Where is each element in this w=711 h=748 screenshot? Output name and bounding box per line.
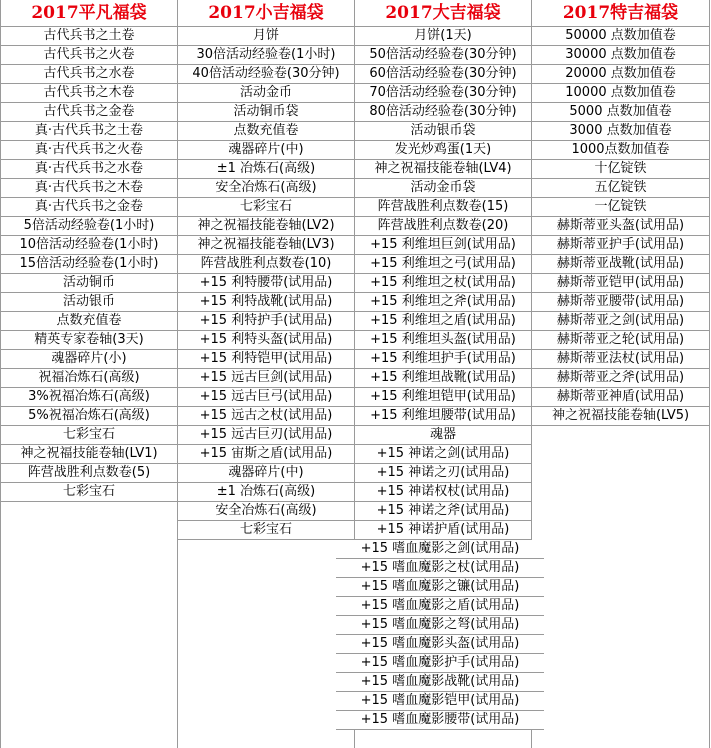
item-cell: +15 利维坦之斧(试用品)	[355, 293, 531, 312]
item-cell: 月饼	[178, 27, 354, 46]
item-cell: 安全冶炼石(高级)	[178, 179, 354, 198]
item-cell: 15倍活动经验卷(1小时)	[1, 255, 177, 274]
overflow-item: +15 嗜血魔影之盾(试用品)	[336, 597, 544, 615]
item-cell: 70倍活动经验卷(30分钟)	[355, 84, 531, 103]
item-cell: +15 远古之杖(试用品)	[178, 407, 354, 426]
item-cell: 活动铜币	[1, 274, 177, 293]
item-cell: +15 远古巨弓(试用品)	[178, 388, 354, 407]
item-cell: 神之祝福技能卷轴(LV2)	[178, 217, 354, 236]
item-cell: 祝福冶炼石(高级)	[1, 369, 177, 388]
overflow-item: +15 嗜血魔影之镰(试用品)	[336, 578, 544, 596]
item-cell: +15 利特头盔(试用品)	[178, 331, 354, 350]
item-cell: +15 利维坦之盾(试用品)	[355, 312, 531, 331]
item-cell: +15 利维坦头盔(试用品)	[355, 331, 531, 350]
item-cell: +15 利特铠甲(试用品)	[178, 350, 354, 369]
item-cell: 20000 点数加值卷	[532, 65, 709, 84]
item-cell: 10倍活动经验卷(1小时)	[1, 236, 177, 255]
item-cell: 真·古代兵书之金卷	[1, 198, 177, 217]
item-cell: +15 利维坦战靴(试用品)	[355, 369, 531, 388]
item-cell: 60倍活动经验卷(30分钟)	[355, 65, 531, 84]
item-cell: +15 利特腰带(试用品)	[178, 274, 354, 293]
item-cell: +15 利特战靴(试用品)	[178, 293, 354, 312]
overflow-item: +15 嗜血魔影护手(试用品)	[336, 654, 544, 672]
overflow-item: +15 嗜血魔影战靴(试用品)	[336, 673, 544, 691]
item-cell: 真·古代兵书之火卷	[1, 141, 177, 160]
item-cell: 40倍活动经验卷(30分钟)	[178, 65, 354, 84]
column-ordinary-bag	[0, 0, 177, 748]
item-cell: 魂器	[355, 426, 531, 445]
item-cell: 赫斯蒂亚之斧(试用品)	[532, 369, 709, 388]
item-cell: 七彩宝石	[1, 483, 177, 502]
item-cell: 发光炒鸡蛋(1天)	[355, 141, 531, 160]
row-divider	[336, 729, 544, 730]
item-cell: 真·古代兵书之木卷	[1, 179, 177, 198]
item-cell: 点数充值卷	[178, 122, 354, 141]
overflow-item: +15 嗜血魔影头盔(试用品)	[336, 635, 544, 653]
item-cell: 1000点数加值卷	[532, 141, 709, 160]
item-cell: 赫斯蒂亚之轮(试用品)	[532, 331, 709, 350]
overflow-item: +15 嗜血魔影之弩(试用品)	[336, 616, 544, 634]
item-cell: 赫斯蒂亚头盔(试用品)	[532, 217, 709, 236]
item-cell: 五亿锭铁	[532, 179, 709, 198]
item-cell: 真·古代兵书之土卷	[1, 122, 177, 141]
item-cell: 活动金币	[178, 84, 354, 103]
item-cell: ±1 冶炼石(高级)	[178, 483, 354, 502]
item-cell: 古代兵书之木卷	[1, 84, 177, 103]
item-cell: 点数充值卷	[1, 312, 177, 331]
item-cell: +15 远古巨刃(试用品)	[178, 426, 354, 445]
item-cell: 古代兵书之金卷	[1, 103, 177, 122]
item-cell: +15 利特护手(试用品)	[178, 312, 354, 331]
item-cell: 赫斯蒂亚铠甲(试用品)	[532, 274, 709, 293]
item-cell: 阵营战胜利点数卷(20)	[355, 217, 531, 236]
item-cell: 赫斯蒂亚法杖(试用品)	[532, 350, 709, 369]
item-cell: 5000 点数加值卷	[532, 103, 709, 122]
overflow-item: +15 嗜血魔影腰带(试用品)	[336, 711, 544, 729]
item-cell: 七彩宝石	[1, 426, 177, 445]
item-cell: 赫斯蒂亚护手(试用品)	[532, 236, 709, 255]
item-cell: 10000 点数加值卷	[532, 84, 709, 103]
item-cell: 魂器碎片(中)	[178, 141, 354, 160]
item-cell: 赫斯蒂亚神盾(试用品)	[532, 388, 709, 407]
item-cell: 古代兵书之火卷	[1, 46, 177, 65]
item-cell: 赫斯蒂亚腰带(试用品)	[532, 293, 709, 312]
item-cell: 80倍活动经验卷(30分钟)	[355, 103, 531, 122]
item-cell: +15 利维坦铠甲(试用品)	[355, 388, 531, 407]
item-cell: +15 利维坦之杖(试用品)	[355, 274, 531, 293]
item-cell: 活动铜币袋	[178, 103, 354, 122]
item-cell: ±1 冶炼石(高级)	[178, 160, 354, 179]
item-cell: 活动银币袋	[355, 122, 531, 141]
item-cell: +15 神诺护盾(试用品)	[355, 521, 531, 540]
item-cell: 30倍活动经验卷(1小时)	[178, 46, 354, 65]
item-cell: 50000 点数加值卷	[532, 27, 709, 46]
item-cell: 30000 点数加值卷	[532, 46, 709, 65]
item-cell: 魂器碎片(中)	[178, 464, 354, 483]
item-cell: 阵营战胜利点数卷(10)	[178, 255, 354, 274]
item-cell: 一亿锭铁	[532, 198, 709, 217]
item-cell: 真·古代兵书之水卷	[1, 160, 177, 179]
item-cell: 赫斯蒂亚战靴(试用品)	[532, 255, 709, 274]
item-cell: +15 神诺之斧(试用品)	[355, 502, 531, 521]
item-cell: 阵营战胜利点数卷(5)	[1, 464, 177, 483]
item-cell: +15 利维坦之弓(试用品)	[355, 255, 531, 274]
item-cell: 神之祝福技能卷轴(LV5)	[532, 407, 709, 426]
column-header-ordinary: 2017平凡福袋	[1, 0, 177, 27]
column-small-bag	[177, 0, 354, 748]
item-cell: 50倍活动经验卷(30分钟)	[355, 46, 531, 65]
item-cell: 3%祝福冶炼石(高级)	[1, 388, 177, 407]
item-cell: 神之祝福技能卷轴(LV3)	[178, 236, 354, 255]
item-cell: 赫斯蒂亚之剑(试用品)	[532, 312, 709, 331]
item-cell: +15 利维坦巨剑(试用品)	[355, 236, 531, 255]
item-cell: +15 宙斯之盾(试用品)	[178, 445, 354, 464]
item-cell: 3000 点数加值卷	[532, 122, 709, 141]
item-cell: +15 远古巨剑(试用品)	[178, 369, 354, 388]
item-cell: 阵营战胜利点数卷(15)	[355, 198, 531, 217]
item-cell: 魂器碎片(小)	[1, 350, 177, 369]
item-cell: 5%祝福冶炼石(高级)	[1, 407, 177, 426]
item-cell: +15 利维坦护手(试用品)	[355, 350, 531, 369]
item-cell: +15 利维坦腰带(试用品)	[355, 407, 531, 426]
item-cell: +15 神诺之剑(试用品)	[355, 445, 531, 464]
item-cell: 安全冶炼石(高级)	[178, 502, 354, 521]
column-special-bag	[531, 0, 710, 748]
item-cell: 七彩宝石	[178, 198, 354, 217]
item-cell: +15 神诺权杖(试用品)	[355, 483, 531, 502]
overflow-item: +15 嗜血魔影之杖(试用品)	[336, 559, 544, 577]
item-cell: 活动银币	[1, 293, 177, 312]
item-cell: 神之祝福技能卷轴(LV4)	[355, 160, 531, 179]
item-cell: +15 神诺之刃(试用品)	[355, 464, 531, 483]
item-cell: 月饼(1天)	[355, 27, 531, 46]
item-cell: 古代兵书之水卷	[1, 65, 177, 84]
item-cell: 5倍活动经验卷(1小时)	[1, 217, 177, 236]
item-cell: 七彩宝石	[178, 521, 354, 540]
column-header-big: 2017大吉福袋	[355, 0, 531, 27]
item-cell: 古代兵书之土卷	[1, 27, 177, 46]
overflow-item: +15 嗜血魔影之剑(试用品)	[336, 540, 544, 558]
item-cell: 活动金币袋	[355, 179, 531, 198]
item-cell: 精英专家卷轴(3天)	[1, 331, 177, 350]
column-header-special: 2017特吉福袋	[532, 0, 709, 27]
item-cell: 十亿锭铁	[532, 160, 709, 179]
column-header-small: 2017小吉福袋	[178, 0, 354, 27]
item-cell: 神之祝福技能卷轴(LV1)	[1, 445, 177, 464]
overflow-item: +15 嗜血魔影铠甲(试用品)	[336, 692, 544, 710]
